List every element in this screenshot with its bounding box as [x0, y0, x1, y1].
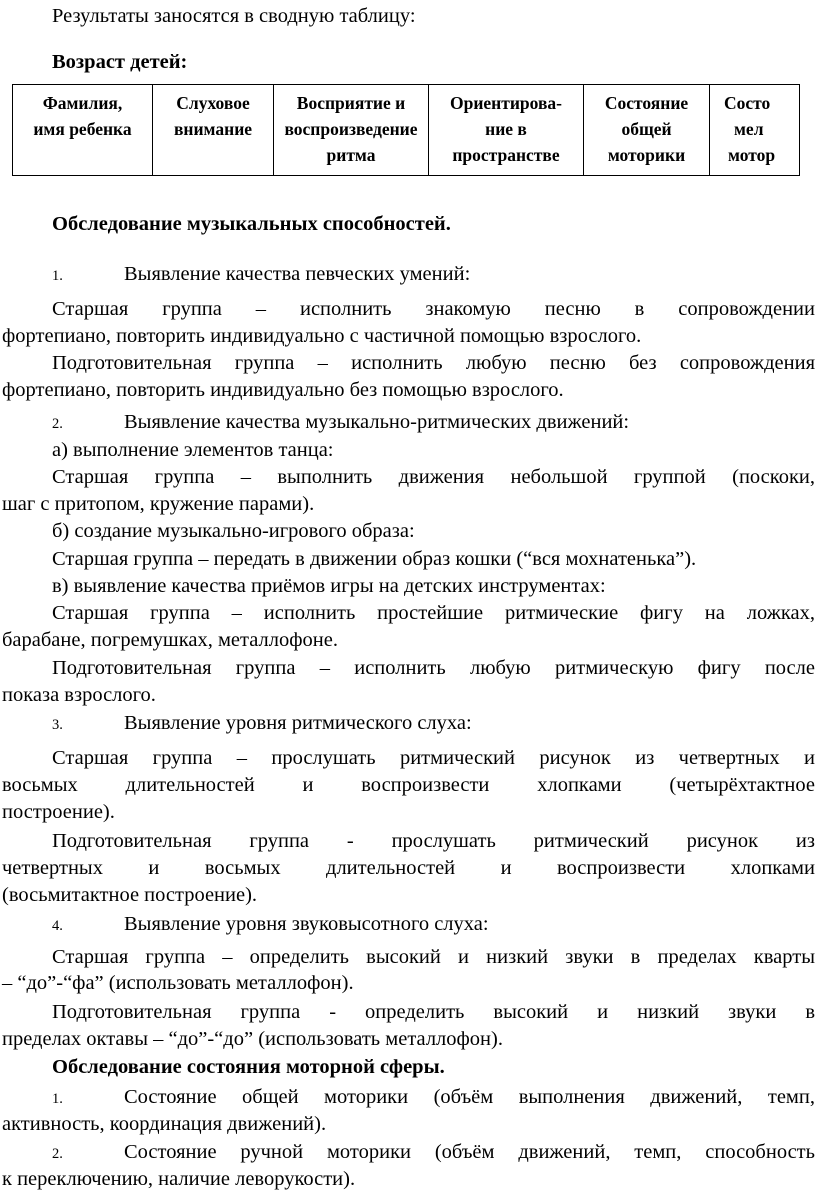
header-auditory-attention: Слуховое внимание [153, 85, 274, 176]
paragraph-line: к переключению, наличие леворукости). [2, 1168, 356, 1190]
header-gross-motor: Состояние общей моторики [584, 85, 710, 176]
item-title: Выявление уровня ритмического слуха: [124, 712, 472, 734]
intro-text: Результаты заносятся в сводную таблицу: [52, 5, 416, 27]
item-number: 1. [52, 1091, 63, 1107]
paragraph-line: активность, координация движений). [2, 1113, 327, 1135]
summary-table [12, 84, 800, 176]
paragraph-line: показа взрослого. [2, 684, 156, 706]
paragraph-line: в) выявление качества приёмов игры на детских инструментах: [52, 575, 606, 597]
paragraph-line: построение). [2, 801, 115, 823]
paragraph-line: барабане, погремушках, металлофоне. [2, 629, 338, 651]
item-title: Выявление уровня звуковысотного слуха: [124, 913, 489, 935]
header-orientation: Ориентирова- ние в пространстве [429, 85, 584, 176]
paragraph-line: Старшая группа – выполнить движения небольшой группой (поскоки, [52, 466, 815, 488]
paragraph-line: а) выполнение элементов танца: [52, 439, 334, 461]
paragraph-line: шаг с притопом, кружение парами). [2, 493, 315, 515]
paragraph-line: фортепиано, повторить индивидуально без помощью взрослого. [2, 379, 564, 401]
table-header-row [13, 85, 800, 176]
paragraph-line: фортепиано, повторить индивидуально с частичной помощью взрослого. [2, 325, 642, 347]
paragraph-line: Подготовительная группа - определить высокий и низкий звуки в [52, 1001, 815, 1023]
paragraph-line: Старшая группа – исполнить знакомую песню в сопровождении [52, 298, 815, 320]
paragraph-line: (восьмитактное построение). [2, 884, 258, 906]
paragraph-line: Подготовительная группа – исполнить любую песню без сопровождения [52, 352, 815, 374]
paragraph-line: Подготовительная группа – исполнить любую ритмическую фигу после [52, 657, 815, 679]
paragraph-line: Подготовительная группа - прослушать ритмический рисунок из [52, 830, 815, 852]
header-rhythm: Восприятие и воспроизведение ритма [274, 85, 429, 176]
section-title-motor: Обследование состояния моторной сферы. [52, 1056, 445, 1078]
paragraph-line: пределах октавы – “до”-“до” (использовать металлофон). [2, 1028, 503, 1050]
item-number: 2. [52, 1146, 63, 1162]
paragraph-line: Состояние общей моторики (объём выполнения движений, темп, [124, 1086, 815, 1108]
paragraph-line: – “до”-“фа” (использовать металлофон). [2, 972, 354, 994]
item-title: Выявление качества певческих умений: [124, 263, 471, 285]
paragraph-line: Состояние ручной моторики (объём движений, темп, способность [124, 1141, 815, 1163]
paragraph-line: восьмых длительностей и воспроизвести хлопками (четырёхтактное [2, 774, 815, 796]
header-fine-motor: Состо мел мотор [710, 85, 800, 176]
item-number: 1. [52, 268, 63, 284]
header-name: Фамилия, имя ребенка [13, 85, 153, 176]
paragraph-line: четвертных и восьмых длительностей и воспроизвести хлопками [2, 857, 815, 879]
paragraph-line: Старшая группа – прослушать ритмический рисунок из четвертных и [52, 747, 815, 769]
item-title: Выявление качества музыкально-ритмических движений: [124, 411, 630, 433]
item-number: 2. [52, 416, 63, 432]
item-number: 3. [52, 717, 63, 733]
item-number: 4. [52, 918, 63, 934]
paragraph-line: Старшая группа – определить высокий и низкий звуки в пределах кварты [52, 946, 815, 968]
section-title-music: Обследование музыкальных способностей. [52, 213, 451, 235]
paragraph-line: б) создание музыкально-игрового образа: [52, 520, 415, 542]
age-label: Возраст детей: [52, 51, 188, 73]
paragraph-line: Старшая группа – исполнить простейшие ритмические фигу на ложках, [52, 602, 815, 624]
paragraph-line: Старшая группа – передать в движении образ кошки (“вся мохнатенька”). [52, 548, 697, 570]
